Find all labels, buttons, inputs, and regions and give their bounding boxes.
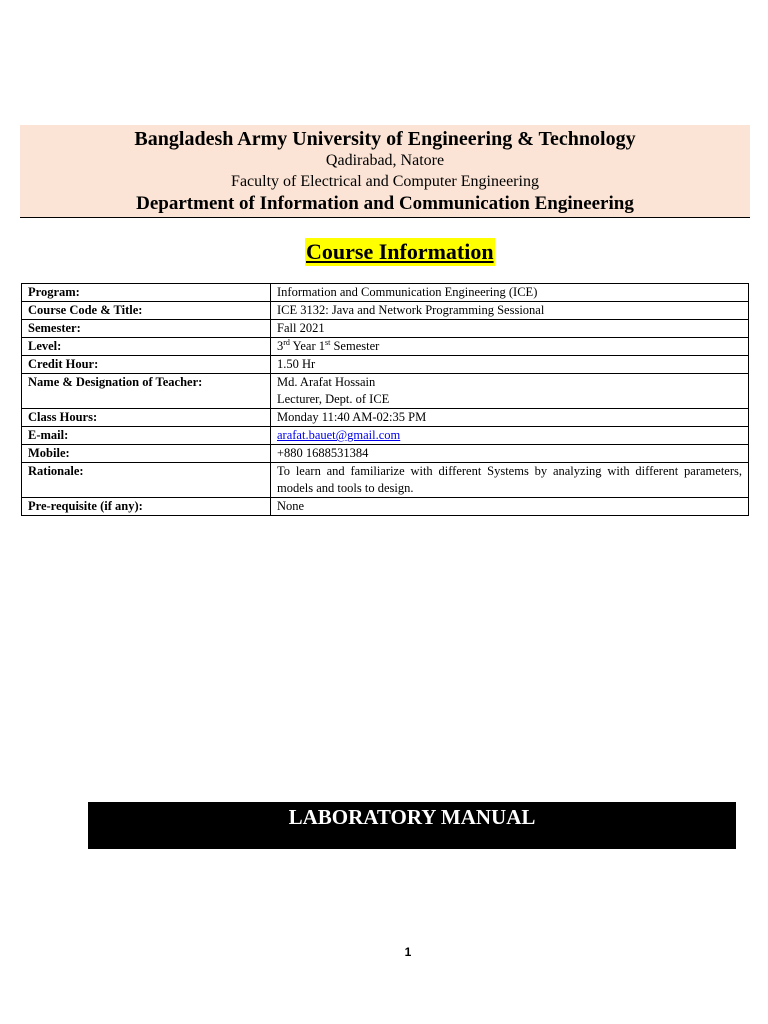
teacher-value <box>271 374 749 409</box>
course-value: ICE 3132: Java and Network Programming Sessional <box>271 302 749 320</box>
table-row <box>22 463 749 498</box>
prerequisite-label: Pre-requisite (if any): <box>22 498 271 516</box>
page-number: 1 <box>404 945 412 959</box>
table-row <box>22 409 749 427</box>
university-location: Qadirabad, Natore <box>325 152 445 169</box>
mobile-value: +880 1688531384 <box>271 445 749 463</box>
level-year-suffix: rd <box>283 337 290 347</box>
class-hours-label: Class Hours: <box>22 409 271 427</box>
program-value: Information and Communication Engineering (ICE) <box>271 284 749 302</box>
program-label: Program: <box>22 284 271 302</box>
prerequisite-value: None <box>271 498 749 516</box>
table-row <box>22 374 749 409</box>
course-info-table <box>21 283 749 516</box>
laboratory-manual-banner <box>88 802 736 849</box>
level-year-number: 3 <box>277 339 284 353</box>
level-year-word: Year <box>289 339 319 353</box>
mobile-label: Mobile: <box>22 445 271 463</box>
course-label: Course Code & Title: <box>22 302 271 320</box>
course-information-heading: Course Information <box>306 239 494 264</box>
semester-value: Fall 2021 <box>271 320 749 338</box>
email-link[interactable]: arafat.bauet@gmail.com <box>277 428 401 442</box>
level-semester-number: 1 <box>318 339 325 353</box>
teacher-designation: Lecturer, Dept. of ICE <box>277 392 390 406</box>
credit-hour-label: Credit Hour: <box>22 356 271 374</box>
rationale-value: To learn and familiarize with different Systems by analyzing with different parameters, models and tools to design. <box>271 463 749 498</box>
university-name: Bangladesh Army University of Engineering & Technology <box>134 128 636 150</box>
laboratory-manual-title: LABORATORY MANUAL <box>288 805 536 829</box>
table-row <box>22 427 749 445</box>
teacher-label: Name & Designation of Teacher: <box>22 374 271 409</box>
credit-hour-value: 1.50 Hr <box>271 356 749 374</box>
table-row <box>22 302 749 320</box>
table-row <box>22 284 749 302</box>
email-cell <box>271 427 749 445</box>
table-row <box>22 445 749 463</box>
faculty-name: Faculty of Electrical and Computer Engineering <box>231 173 539 190</box>
level-semester-suffix: st <box>325 337 331 347</box>
level-label: Level: <box>22 338 271 356</box>
class-hours-value: Monday 11:40 AM-02:35 PM <box>271 409 749 427</box>
department-name: Department of Information and Communication Engineering <box>136 193 634 214</box>
teacher-name: Md. Arafat Hossain <box>277 375 376 389</box>
table-row <box>22 356 749 374</box>
table-row <box>22 498 749 516</box>
level-semester-word: Semester <box>330 339 380 353</box>
university-header <box>20 125 750 218</box>
level-value <box>271 338 749 356</box>
semester-label: Semester: <box>22 320 271 338</box>
table-row <box>22 338 749 356</box>
email-label: E-mail: <box>22 427 271 445</box>
table-row <box>22 320 749 338</box>
rationale-label: Rationale: <box>22 463 271 498</box>
